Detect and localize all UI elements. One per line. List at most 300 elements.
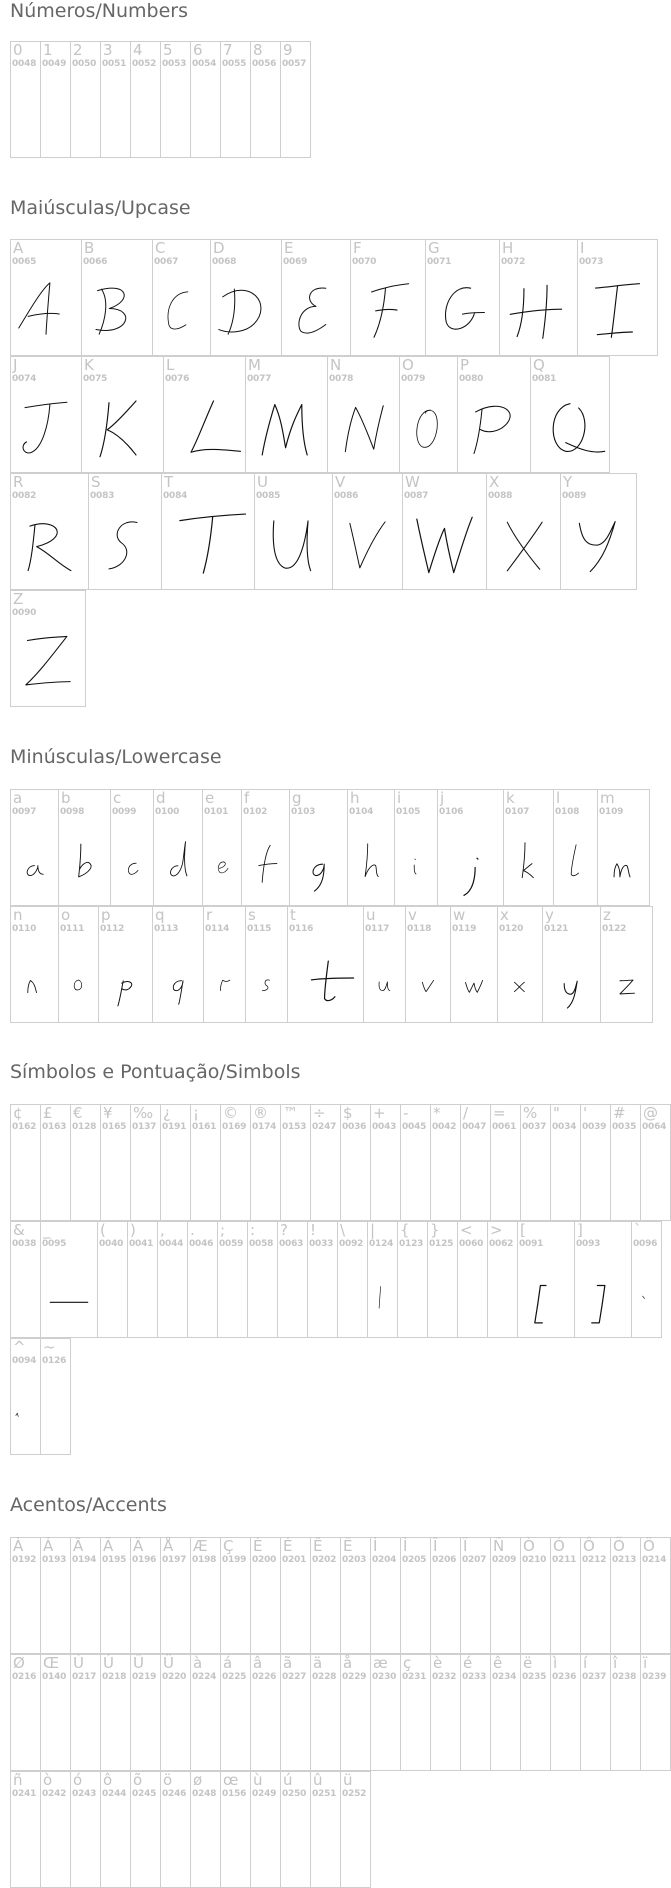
glyph-code: 0252 xyxy=(342,1789,367,1799)
glyph-character: 2 xyxy=(73,41,83,59)
glyph-cell xyxy=(81,239,153,356)
glyph-character: H xyxy=(502,239,514,257)
glyph-sample xyxy=(290,816,347,905)
glyph-code: 0046 xyxy=(189,1239,214,1249)
glyph-character: á xyxy=(223,1654,233,1672)
glyph-character: _ xyxy=(43,1221,51,1239)
glyph-character: D xyxy=(213,239,225,257)
glyph-character: ô xyxy=(103,1771,113,1789)
glyph-character: m xyxy=(600,789,615,807)
section-lowercase xyxy=(10,746,661,770)
glyph-code: 0060 xyxy=(459,1239,484,1249)
glyph-code: 0087 xyxy=(404,491,429,501)
glyph-cell xyxy=(560,473,637,590)
glyph-character: % xyxy=(523,1104,538,1122)
glyph-character: i xyxy=(397,789,402,807)
glyph-code: 0220 xyxy=(162,1672,187,1682)
glyph-code: 0156 xyxy=(222,1789,247,1799)
glyph-character: Ú xyxy=(103,1654,114,1672)
glyph-cell xyxy=(337,1221,368,1338)
glyph-code: 0090 xyxy=(12,608,37,618)
glyph-cell xyxy=(350,239,426,356)
glyph-code: 0200 xyxy=(252,1555,277,1565)
glyph-code: 0063 xyxy=(279,1239,304,1249)
glyph-sample xyxy=(601,933,652,1022)
glyph-cell xyxy=(640,1654,671,1771)
glyph-cell xyxy=(10,1654,41,1771)
glyph-sample xyxy=(11,1365,40,1454)
glyph-character: í xyxy=(583,1654,588,1672)
glyph-cell xyxy=(287,906,364,1023)
glyph-row-symbols xyxy=(10,1338,70,1455)
glyph-character: Â xyxy=(73,1537,84,1555)
glyph-character: R xyxy=(13,473,24,491)
glyph-sample xyxy=(164,383,245,472)
glyph-cell xyxy=(363,906,406,1023)
glyph-character: Ö xyxy=(643,1537,655,1555)
glyph-cell xyxy=(160,1771,191,1888)
glyph-character: u xyxy=(366,906,376,924)
glyph-sample xyxy=(59,816,110,905)
glyph-sample xyxy=(11,500,88,589)
glyph-code: 0120 xyxy=(499,924,524,934)
glyph-character: # xyxy=(613,1104,626,1122)
glyph-cell xyxy=(530,356,610,473)
section-title: Maiúsculas/Upcase xyxy=(10,197,191,219)
glyph-code: 0228 xyxy=(312,1672,337,1682)
section-accents xyxy=(10,1494,661,1518)
glyph-character: Ì xyxy=(373,1537,378,1555)
glyph-sample xyxy=(154,816,202,905)
glyph-cell xyxy=(370,1104,401,1221)
glyph-character: o xyxy=(61,906,71,924)
glyph-character: A xyxy=(13,239,24,257)
glyph-code: 0107 xyxy=(505,807,530,817)
glyph-character: © xyxy=(223,1104,238,1122)
glyph-cell xyxy=(210,239,282,356)
glyph-character: * xyxy=(433,1104,441,1122)
glyph-character: ò xyxy=(43,1771,53,1789)
glyph-sample xyxy=(632,1248,661,1337)
glyph-character: Œ xyxy=(43,1654,60,1672)
glyph-character: ¿ xyxy=(163,1104,171,1122)
glyph-cell xyxy=(550,1537,581,1654)
glyph-code: 0072 xyxy=(501,257,526,267)
glyph-character: ' xyxy=(583,1104,588,1122)
glyph-character: : xyxy=(250,1221,256,1239)
glyph-cell xyxy=(310,1771,341,1888)
glyph-code: 0197 xyxy=(162,1555,187,1565)
glyph-code: 0192 xyxy=(12,1555,37,1565)
glyph-sample xyxy=(246,933,287,1022)
glyph-cell xyxy=(81,356,164,473)
glyph-cell xyxy=(550,1654,581,1771)
glyph-character: Q xyxy=(533,356,545,374)
glyph-cell xyxy=(10,41,41,158)
glyph-cell xyxy=(40,1771,71,1888)
glyph-character: À xyxy=(13,1537,24,1555)
glyph-cell xyxy=(340,1537,371,1654)
glyph-character: ø xyxy=(193,1771,203,1789)
glyph-code: 0229 xyxy=(342,1672,367,1682)
glyph-code: 0125 xyxy=(429,1239,454,1249)
glyph-code: 0067 xyxy=(154,257,179,267)
glyph-character: + xyxy=(373,1104,386,1122)
glyph-character: s xyxy=(248,906,256,924)
glyph-character: G xyxy=(428,239,440,257)
glyph-code: 0249 xyxy=(252,1789,277,1799)
glyph-character: 9 xyxy=(283,41,293,59)
glyph-cell xyxy=(10,1771,41,1888)
glyph-cell xyxy=(460,1104,491,1221)
glyph-character: 0 xyxy=(13,41,23,59)
glyph-cell xyxy=(597,789,650,906)
glyph-code: 0213 xyxy=(612,1555,637,1565)
glyph-cell xyxy=(70,1104,101,1221)
glyph-sample xyxy=(111,816,153,905)
glyph-code: 0034 xyxy=(552,1122,577,1132)
glyph-cell xyxy=(220,1537,251,1654)
glyph-cell xyxy=(553,789,598,906)
glyph-code: 0043 xyxy=(372,1122,397,1132)
glyph-character: ú xyxy=(283,1771,293,1789)
glyph-cell xyxy=(250,41,281,158)
glyph-character: z xyxy=(603,906,611,924)
glyph-code: 0065 xyxy=(12,257,37,267)
glyph-cell xyxy=(460,1654,491,1771)
glyph-character: ö xyxy=(163,1771,173,1789)
glyph-code: 0196 xyxy=(132,1555,157,1565)
glyph-code: 0233 xyxy=(462,1672,487,1682)
glyph-cell xyxy=(399,356,458,473)
glyph-character: " xyxy=(553,1104,560,1122)
glyph-cell xyxy=(574,1221,632,1338)
glyph-code: 0114 xyxy=(205,924,230,934)
glyph-cell xyxy=(40,1104,71,1221)
glyph-character: É xyxy=(283,1537,293,1555)
glyph-code: 0101 xyxy=(204,807,229,817)
glyph-code: 0124 xyxy=(369,1239,394,1249)
glyph-code: 0041 xyxy=(129,1239,154,1249)
glyph-sample xyxy=(11,816,58,905)
glyph-code: 0250 xyxy=(282,1789,307,1799)
glyph-character: ë xyxy=(523,1654,533,1672)
glyph-character: t xyxy=(290,906,296,924)
glyph-code: 0153 xyxy=(282,1122,307,1132)
glyph-character: x xyxy=(500,906,509,924)
glyph-code: 0122 xyxy=(602,924,627,934)
glyph-code: 0036 xyxy=(342,1122,367,1132)
glyph-sample xyxy=(458,383,530,472)
glyph-character: û xyxy=(313,1771,323,1789)
glyph-character: @ xyxy=(643,1104,658,1122)
glyph-character: È xyxy=(253,1537,263,1555)
glyph-character: n xyxy=(13,906,23,924)
glyph-code: 0089 xyxy=(562,491,587,501)
glyph-code: 0217 xyxy=(72,1672,97,1682)
glyph-cell xyxy=(402,473,487,590)
glyph-cell xyxy=(217,1221,248,1338)
glyph-sample xyxy=(204,933,245,1022)
glyph-cell xyxy=(10,1537,41,1654)
glyph-code: 0040 xyxy=(99,1239,124,1249)
glyph-character: œ xyxy=(223,1771,239,1789)
glyph-character: ` xyxy=(634,1221,642,1239)
glyph-sample xyxy=(242,816,289,905)
glyph-cell xyxy=(130,1771,161,1888)
glyph-row-accents xyxy=(10,1537,670,1654)
glyph-code: 0205 xyxy=(402,1555,427,1565)
glyph-character: Ë xyxy=(343,1537,353,1555)
glyph-cell xyxy=(280,41,311,158)
glyph-character: I xyxy=(580,239,585,257)
glyph-cell xyxy=(394,789,438,906)
glyph-code: 0056 xyxy=(252,59,277,69)
glyph-code: 0082 xyxy=(12,491,37,501)
glyph-sample xyxy=(11,383,81,472)
glyph-cell xyxy=(100,41,131,158)
glyph-code: 0238 xyxy=(612,1672,637,1682)
glyph-cell xyxy=(10,1221,41,1338)
glyph-character: ã xyxy=(283,1654,293,1672)
glyph-sample xyxy=(333,500,402,589)
glyph-code: 0191 xyxy=(162,1122,187,1132)
glyph-character: ® xyxy=(253,1104,268,1122)
glyph-sample xyxy=(438,816,503,905)
glyph-character: £ xyxy=(43,1104,53,1122)
glyph-code: 0246 xyxy=(162,1789,187,1799)
glyph-code: 0202 xyxy=(312,1555,337,1565)
glyph-code: 0033 xyxy=(309,1239,334,1249)
glyph-cell xyxy=(520,1537,551,1654)
glyph-code: 0078 xyxy=(329,374,354,384)
glyph-character: L xyxy=(166,356,175,374)
glyph-code: 0126 xyxy=(42,1356,67,1366)
glyph-cell xyxy=(425,239,500,356)
glyph-row-symbols xyxy=(10,1221,661,1338)
glyph-cell xyxy=(400,1654,431,1771)
glyph-character: Ã xyxy=(103,1537,114,1555)
glyph-code: 0058 xyxy=(249,1239,274,1249)
glyph-character: q xyxy=(155,906,165,924)
glyph-character: Ä xyxy=(133,1537,144,1555)
glyph-character: î xyxy=(613,1654,618,1672)
glyph-code: 0247 xyxy=(312,1122,337,1132)
glyph-cell xyxy=(430,1654,461,1771)
glyph-character: ñ xyxy=(13,1771,23,1789)
glyph-code: 0111 xyxy=(60,924,85,934)
glyph-character: Á xyxy=(43,1537,54,1555)
glyph-code: 0121 xyxy=(544,924,569,934)
glyph-row-lower xyxy=(10,789,649,906)
glyph-code: 0105 xyxy=(396,807,421,817)
glyph-cell xyxy=(490,1654,521,1771)
glyph-code: 0081 xyxy=(532,374,557,384)
glyph-code: 0068 xyxy=(212,257,237,267)
glyph-code: 0077 xyxy=(247,374,272,384)
glyph-cell xyxy=(370,1537,401,1654)
glyph-sample xyxy=(99,933,152,1022)
glyph-character: Ò xyxy=(523,1537,535,1555)
glyph-cell xyxy=(487,1221,518,1338)
glyph-character: Å xyxy=(163,1537,174,1555)
glyph-code: 0052 xyxy=(132,59,157,69)
glyph-code: 0137 xyxy=(132,1122,157,1132)
glyph-character: W xyxy=(405,473,420,491)
glyph-cell xyxy=(130,1654,161,1771)
glyph-row-accents xyxy=(10,1654,670,1771)
glyph-cell xyxy=(100,1771,131,1888)
glyph-cell xyxy=(190,41,221,158)
glyph-code: 0165 xyxy=(102,1122,127,1132)
glyph-code: 0115 xyxy=(247,924,272,934)
glyph-code: 0039 xyxy=(582,1122,607,1132)
glyph-code: 0045 xyxy=(402,1122,427,1132)
glyph-character: M xyxy=(248,356,261,374)
glyph-code: 0230 xyxy=(372,1672,397,1682)
glyph-cell xyxy=(250,1654,281,1771)
glyph-cell xyxy=(40,41,71,158)
glyph-cell xyxy=(245,906,288,1023)
glyph-character: T xyxy=(164,473,174,491)
glyph-cell xyxy=(157,1221,188,1338)
glyph-character: ™ xyxy=(283,1104,298,1122)
glyph-code: 0210 xyxy=(522,1555,547,1565)
glyph-code: 0106 xyxy=(439,807,464,817)
glyph-cell xyxy=(10,906,59,1023)
glyph-character: õ xyxy=(133,1771,143,1789)
glyph-sample xyxy=(348,816,394,905)
glyph-cell xyxy=(499,239,578,356)
glyph-cell xyxy=(550,1104,581,1221)
glyph-character: Æ xyxy=(193,1537,208,1555)
glyph-cell xyxy=(520,1104,551,1221)
glyph-character: w xyxy=(453,906,466,924)
glyph-sample xyxy=(246,383,327,472)
glyph-cell xyxy=(203,906,246,1023)
glyph-cell xyxy=(405,906,451,1023)
glyph-cell xyxy=(640,1104,671,1221)
glyph-cell xyxy=(250,1771,281,1888)
glyph-sample xyxy=(82,383,163,472)
glyph-character: 7 xyxy=(223,41,233,59)
glyph-cell xyxy=(190,1654,221,1771)
glyph-cell xyxy=(10,789,59,906)
glyph-code: 0123 xyxy=(399,1239,424,1249)
glyph-cell xyxy=(600,906,653,1023)
glyph-code: 0225 xyxy=(222,1672,247,1682)
glyph-sample xyxy=(368,1248,397,1337)
glyph-cell xyxy=(310,1104,341,1221)
glyph-code: 0206 xyxy=(432,1555,457,1565)
glyph-code: 0109 xyxy=(599,807,624,817)
glyph-cell xyxy=(307,1221,338,1338)
glyph-sample xyxy=(203,816,241,905)
glyph-cell xyxy=(70,41,101,158)
glyph-code: 0038 xyxy=(12,1239,37,1249)
glyph-character: ¥ xyxy=(103,1104,113,1122)
section-symbols xyxy=(10,1061,661,1085)
glyph-code: 0055 xyxy=(222,59,247,69)
glyph-row-symbols xyxy=(10,1104,670,1221)
glyph-code: 0195 xyxy=(102,1555,127,1565)
glyph-cell xyxy=(520,1654,551,1771)
glyph-cell xyxy=(160,1537,191,1654)
glyph-cell xyxy=(130,1537,161,1654)
glyph-code: 0201 xyxy=(282,1555,307,1565)
glyph-cell xyxy=(490,1104,521,1221)
glyph-cell xyxy=(610,1654,641,1771)
glyph-code: 0243 xyxy=(72,1789,97,1799)
glyph-cell xyxy=(245,356,328,473)
glyph-sample xyxy=(282,266,350,355)
glyph-cell xyxy=(310,1537,341,1654)
glyph-character: ; xyxy=(220,1221,226,1239)
glyph-code: 0242 xyxy=(42,1789,67,1799)
glyph-cell xyxy=(10,473,89,590)
glyph-cell xyxy=(460,1537,491,1654)
glyph-character: Õ xyxy=(613,1537,625,1555)
glyph-code: 0232 xyxy=(432,1672,457,1682)
glyph-sample xyxy=(351,266,425,355)
glyph-character: y xyxy=(545,906,554,924)
glyph-cell xyxy=(457,1221,488,1338)
glyph-cell xyxy=(457,356,531,473)
glyph-cell xyxy=(280,1537,311,1654)
glyph-cell xyxy=(130,41,161,158)
glyph-sample xyxy=(82,266,152,355)
glyph-row-upper xyxy=(10,356,609,473)
section-title: Acentos/Accents xyxy=(10,1494,167,1516)
glyph-cell xyxy=(187,1221,218,1338)
glyph-character: ‰ xyxy=(133,1104,154,1122)
glyph-code: 0209 xyxy=(492,1555,517,1565)
glyph-character: X xyxy=(489,473,500,491)
glyph-sample xyxy=(406,933,450,1022)
glyph-code: 0069 xyxy=(283,257,308,267)
glyph-sample xyxy=(288,933,363,1022)
glyph-cell xyxy=(430,1537,461,1654)
glyph-cell xyxy=(110,789,154,906)
glyph-cell xyxy=(289,789,348,906)
glyph-sample xyxy=(211,266,281,355)
glyph-cell xyxy=(517,1221,575,1338)
glyph-sample xyxy=(531,383,609,472)
glyph-code: 0163 xyxy=(42,1122,67,1132)
glyph-row-upper xyxy=(10,239,657,356)
glyph-cell xyxy=(202,789,242,906)
glyph-code: 0248 xyxy=(192,1789,217,1799)
glyph-sample xyxy=(11,933,58,1022)
glyph-code: 0054 xyxy=(192,59,217,69)
glyph-character: ! xyxy=(310,1221,317,1239)
glyph-code: 0218 xyxy=(102,1672,127,1682)
glyph-cell xyxy=(130,1104,161,1221)
glyph-sample xyxy=(255,500,332,589)
glyph-character: / xyxy=(463,1104,469,1122)
glyph-character: F xyxy=(353,239,362,257)
glyph-character: & xyxy=(13,1221,25,1239)
glyph-sample xyxy=(487,500,560,589)
section-title: Minúsculas/Lowercase xyxy=(10,746,222,768)
glyph-cell xyxy=(40,1338,71,1455)
glyph-code: 0044 xyxy=(159,1239,184,1249)
glyph-code: 0194 xyxy=(72,1555,97,1565)
glyph-character: Ü xyxy=(163,1654,174,1672)
glyph-cell xyxy=(542,906,601,1023)
glyph-code: 0059 xyxy=(219,1239,244,1249)
glyph-character: K xyxy=(84,356,94,374)
